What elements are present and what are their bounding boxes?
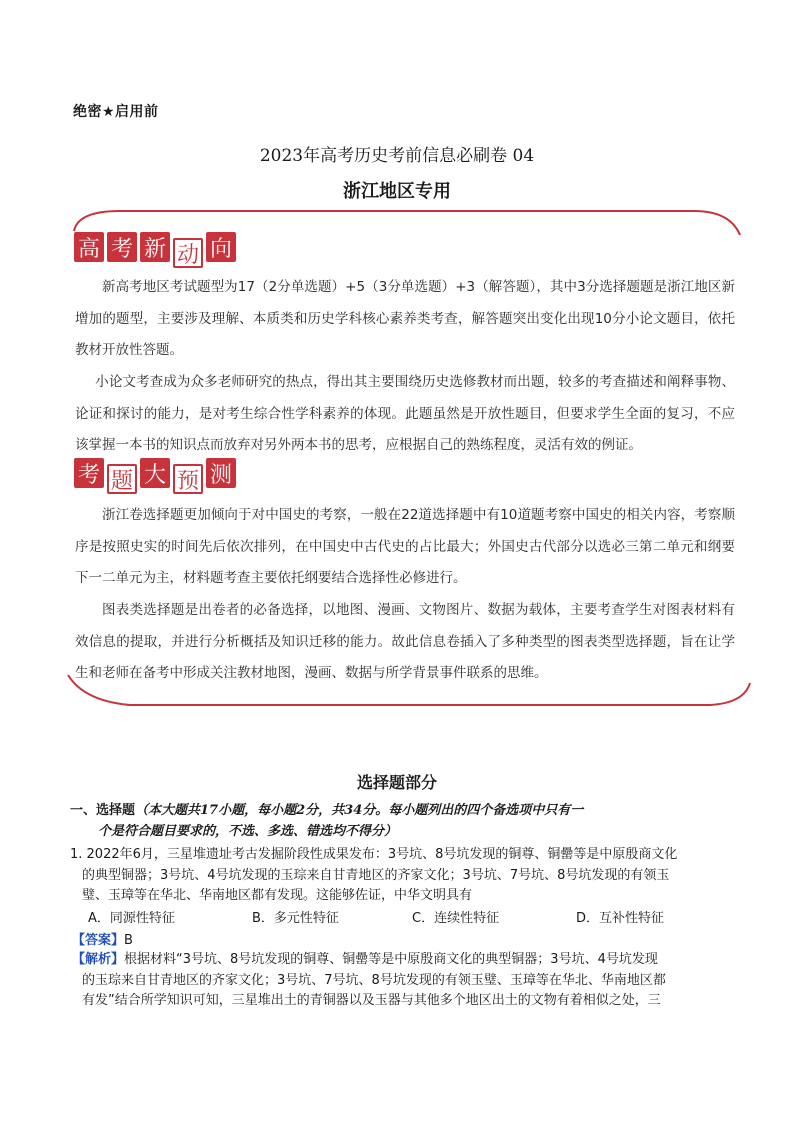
- paragraph: 新高考地区考试题型为17（2分单选题）+5（3分单选题）+3（解答题），其中3分选择题题是浙江地区新增加的题型，主要涉及理解、本质类和历史学科核心素养类考查，解答题突出变化出现10分小论文题目，依托教材开放性答题。: [75, 279, 735, 358]
- page-subtitle: 浙江地区专用: [343, 181, 451, 202]
- banner-char: 新: [140, 232, 170, 262]
- option-d[interactable]: D．互补性特征: [576, 911, 665, 926]
- instr-line: （本大题共17小题，每小题2分，共34分。每小题列出的四个备选项中只有一: [135, 803, 584, 818]
- banner-char: 考: [107, 232, 137, 262]
- analysis-block: [72, 950, 730, 1012]
- banner-char: 考: [74, 458, 104, 488]
- answer-line: [72, 929, 133, 948]
- section-title: 选择题部分: [356, 773, 437, 792]
- banner-char: 动: [173, 238, 203, 268]
- option-c[interactable]: C．连续性特征: [412, 911, 500, 926]
- banner-new-trends: [74, 232, 236, 268]
- banner-char: 测: [206, 458, 236, 488]
- page-title: 2023年高考历史考前信息必刷卷 04: [259, 146, 535, 166]
- option-a[interactable]: A．同源性特征: [88, 911, 175, 926]
- secret-label: 绝密★启用前: [73, 104, 159, 120]
- banner-char: 向: [206, 232, 236, 262]
- section-instructions: [70, 800, 740, 842]
- question-line: 1. 2022年6月，三星堆遗址考古发掘阶段性成果发布：3号坑、8号坑发现的铜尊、铜罍等是中原殷商文化: [70, 847, 678, 862]
- instr-head: 一、选择题: [70, 803, 136, 818]
- analysis-line: 有发”结合所学知识可知，三星堆出土的青铜器以及玉器与其他多个地区出土的文物有着相似之处，三: [82, 993, 661, 1008]
- paragraph: 图表类选择题是出卷者的必备选择，以地图、漫画、文物图片、数据为载体，主要考查学生对图表材料有效信息的提取，并进行分析概括及知识迁移的能力。故此信息卷插入了多种类型的图表类型选择题，旨在让学生和老师在备考中形成关注教材地图，漫画、数据与所学背景事件联系的思维。: [75, 602, 735, 681]
- banner-char: 预: [173, 464, 203, 494]
- banner-char: 大: [140, 458, 170, 488]
- banner-char: 题: [107, 464, 137, 494]
- question-line: 璧、玉璋等在华北、华南地区都有发现。这能够佐证，中华文明具有: [82, 888, 473, 903]
- paragraph: 小论文考查成为众多老师研究的热点，得出其主要围绕历史选修教材而出题，较多的考查描述和阐释事物、论证和探讨的能力，是对考生综合性学科素养的体现。此题虽然是开放性题目，但要求学生全面的复习，不应该掌握一本书的知识点而放弃对另外两本书的思考，应根据自己的熟练程度，灵活有效的例证。: [75, 374, 735, 453]
- paragraph: 浙江卷选择题更加倾向于对中国史的考察，一般在22道选择题中有10道题考察中国史的相关内容，考察顺序是按照史实的时间先后依次排列，在中国史中古代史的占比最大；外国史古代部分以选必三第二单元和纲要下一二单元为主，材料题考查主要依托纲要结合选择性必修进行。: [75, 507, 735, 586]
- instr-line: 个是符合题目要求的，不选、多选、错选均不得分）: [98, 824, 398, 839]
- analysis-tag: 【解析】: [72, 952, 125, 967]
- analysis-line: 根据材料“3号坑、8号坑发现的铜尊、铜罍等是中原殷商文化的典型铜器；3号坑、4号坑发现: [124, 952, 658, 967]
- question-1: [70, 845, 730, 907]
- banner-prediction: [74, 458, 236, 494]
- question-options: [88, 907, 728, 926]
- answer-value: B: [124, 933, 133, 948]
- analysis-line: 的玉琮来自甘青地区的齐家文化；3号坑、7号坑、8号坑发现的有领玉璧、玉璋等在华北、华南地区都: [82, 972, 666, 988]
- question-line: 的典型铜器；3号坑、4号坑发现的玉琮来自甘青地区的齐家文化；3号坑、7号坑、8号坑发现的有领玉: [82, 867, 670, 883]
- answer-tag: 【答案】: [72, 933, 125, 948]
- banner-char: 高: [74, 232, 104, 262]
- option-b[interactable]: B．多元性特征: [252, 911, 339, 926]
